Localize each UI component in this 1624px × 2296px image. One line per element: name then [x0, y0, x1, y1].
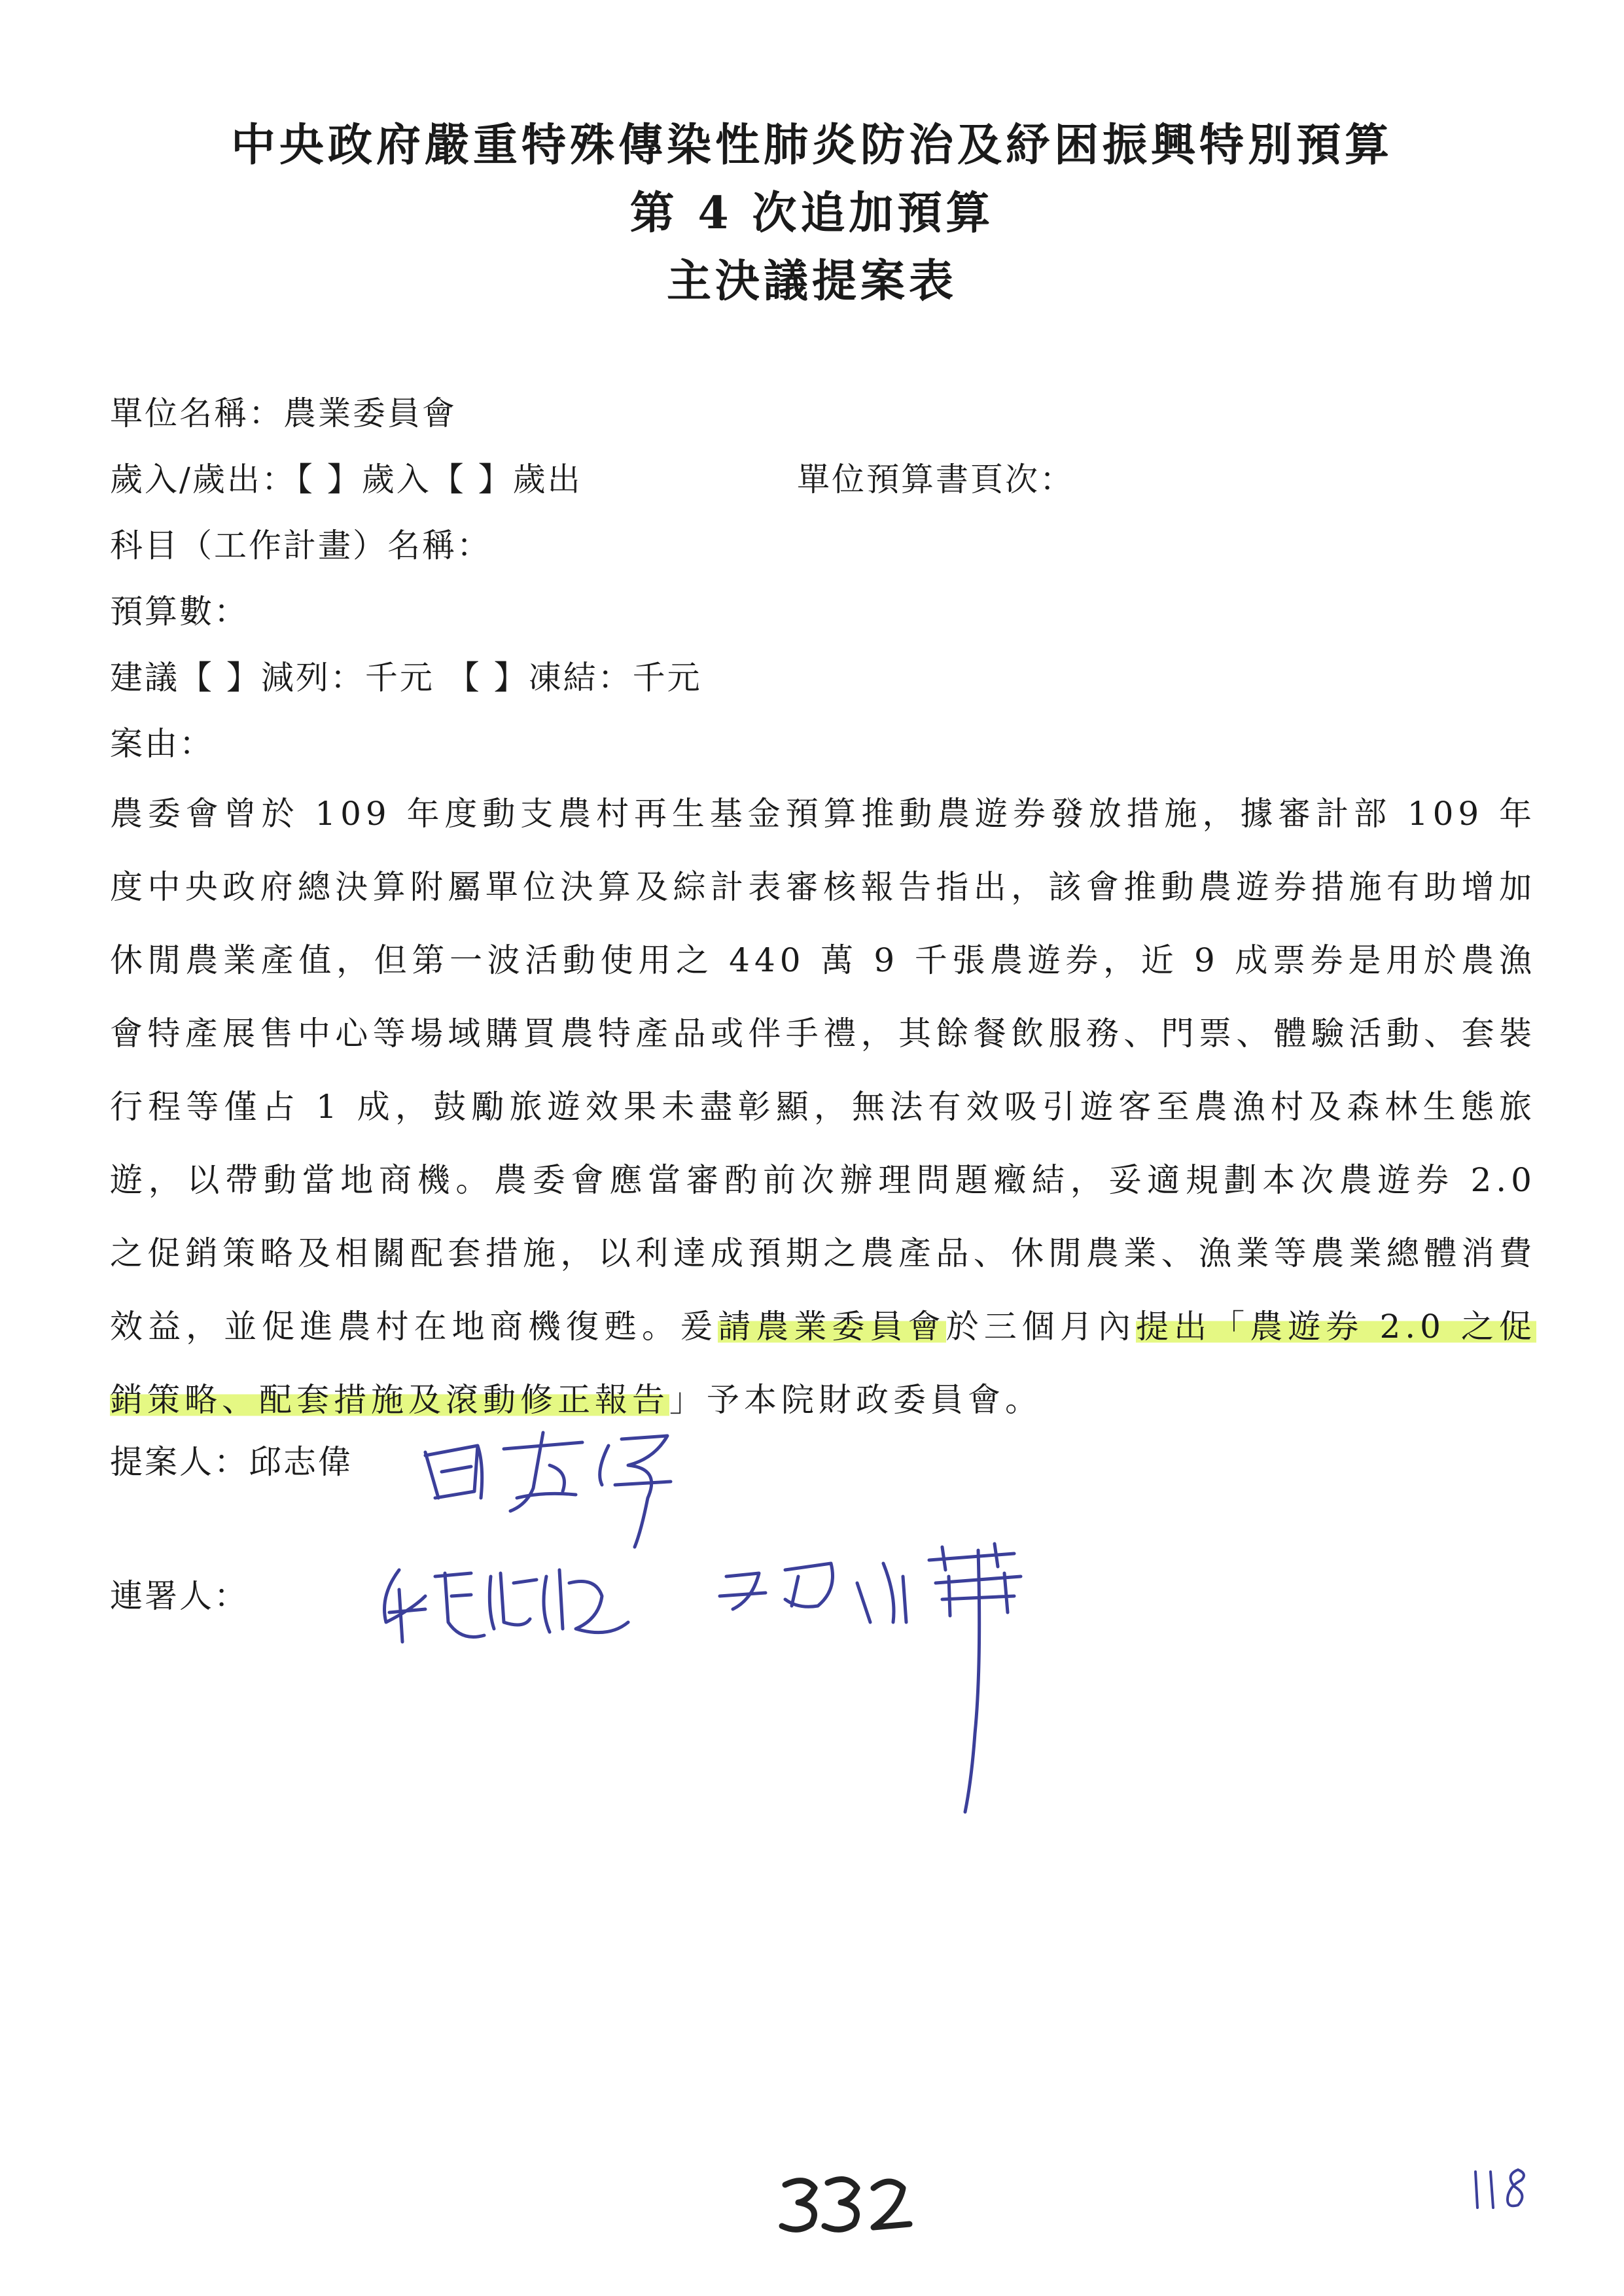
cosigner-signature-2 [707, 1537, 1047, 1818]
cosigner-label: 連署人： [110, 1577, 249, 1615]
unit-name-field: 單位名稱：農業委員會 [110, 394, 457, 432]
reason-text-2: 於三個月內 [945, 1308, 1137, 1346]
cosigner-signature-1 [373, 1557, 648, 1655]
revenue-expense-row [110, 447, 1549, 513]
title-line-2: 第 4 次追加預算 [629, 187, 995, 239]
subject-field: 科目（工作計畫）名稱： [110, 527, 491, 565]
title-line-3: 主決議提案表 [666, 255, 957, 307]
proposer-signature [412, 1426, 687, 1550]
proposal-field: 建議【 】減列：千元 【 】凍結：千元 [110, 659, 702, 697]
highlight-request: 請農業委員會 [718, 1308, 946, 1346]
reason-text-3: 」予本院財政委員會。 [669, 1381, 1042, 1419]
reason-label: 案由： [110, 725, 214, 763]
reason-text-1: 農委會曾於 109 年度動支農村再生基金預算推動農遊券發放措施，據審計部 109 年度中央政府總決算附屬單位決算及綜計表審核報告指出，該會推動農遊券措施有助增加休閒農業產值，但第一波活動使用之 440 萬 9 千張農遊券，近 9 成票券是用於農漁會特產展售中心等場域購買農特產品或伴手禮，其餘餐飲服務、門票、體驗活動、套裝行程等僅占 1 成，鼓勵旅遊效果未盡彰顯，無法有效吸引遊客至農漁村及森林生態旅遊，以帶動當地商機。農委會應當審酌前次辦理問題癥結，妥適規劃本次農遊券 2.0 之促銷策略及相關配套措施，以利達成預期之農產品、休閒農業、漁業等農業總體消費效益，並促進農村在地商機復甦。爰 [110, 795, 1536, 1346]
revenue-expense-field: 歲入/歲出：【 】歲入【 】歲出 [110, 461, 582, 498]
handwritten-page-number-right [1466, 2162, 1538, 2214]
budget-amount-field: 預算數： [110, 593, 249, 631]
proposer-label: 提案人：邱志偉 [110, 1443, 353, 1481]
handwritten-page-number-center [775, 2168, 919, 2240]
reason-paragraph [110, 777, 1536, 1436]
budget-page-field: 單位預算書頁次： [797, 461, 1074, 498]
title-line-1: 中央政府嚴重特殊傳染性肺炎防治及紓困振興特別預算 [230, 119, 1393, 171]
form-fields [110, 381, 1549, 777]
title-block [0, 111, 1624, 315]
highlight-report: 提出「農遊券 2.0 之促銷策略、配套措施及滾動修正報告 [110, 1308, 1537, 1419]
